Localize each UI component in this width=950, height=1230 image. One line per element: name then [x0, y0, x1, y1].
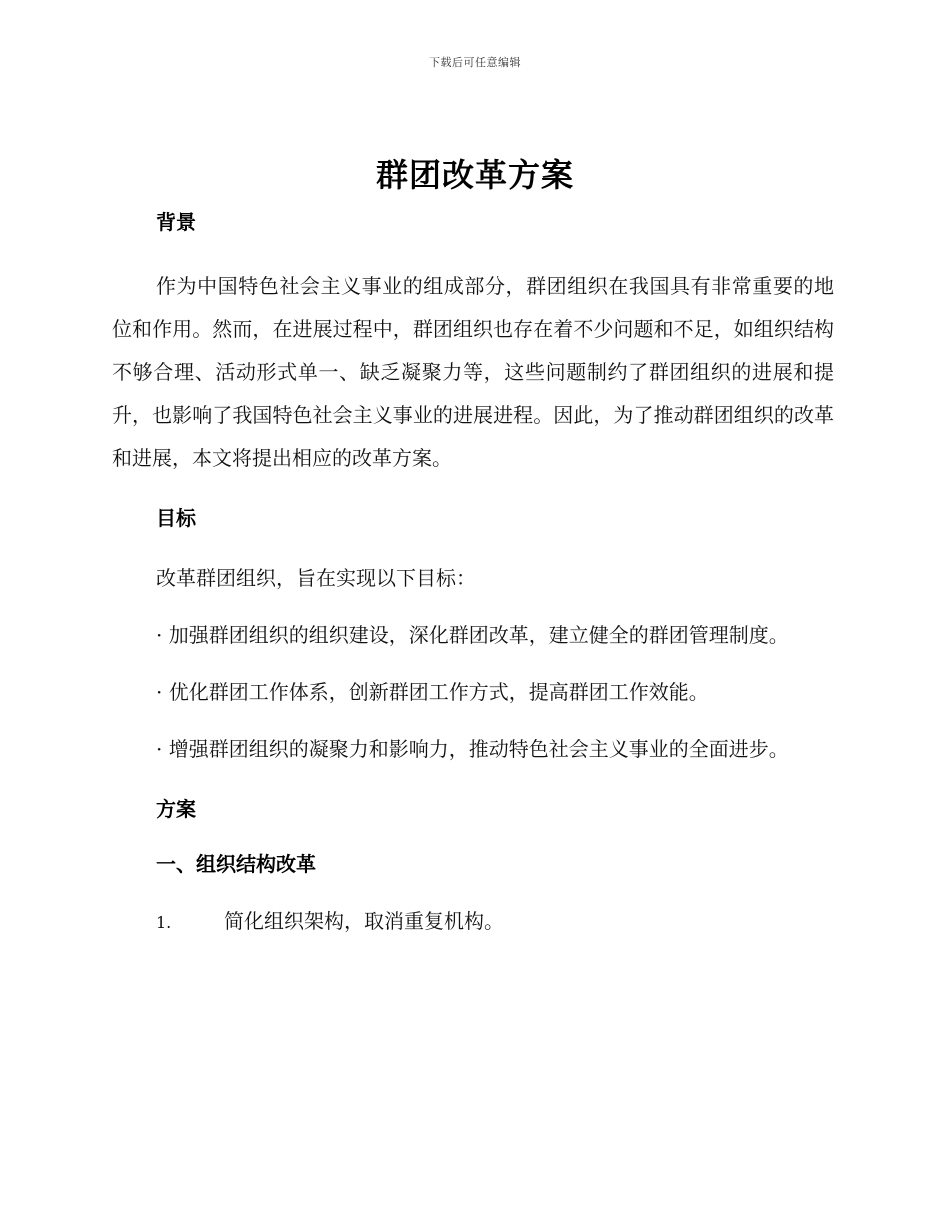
header-note: 下载后可任意编辑 — [429, 56, 521, 69]
plan-list-item — [112, 905, 834, 934]
background-paragraph: 作为中国特色社会主义事业的组成部分，群团组织在我国具有非常重要的地位和作用。然而，在进展过程中，群团组织也存在着不少问题和不足，如组织结构不够合理、活动形式单一、缺乏凝聚力等，这些问题制约了群团组织的进展和提升，也影响了我国特色社会主义事业的进展进程。因此，为了推动群团组织的改革和进展，本文将提出相应的改革方案。 — [112, 274, 834, 470]
goal-item: · 优化群团工作体系，创新群团工作方式，提高群团工作效能。 — [156, 680, 709, 704]
goal-item: · 增强群团组织的凝聚力和影响力，推动特色社会主义事业的全面进步。 — [156, 737, 789, 761]
goal-item: · 加强群团组织的组织建设，深化群团改革，建立健全的群团管理制度。 — [156, 623, 789, 647]
plan-subheading: 一、组织结构改革 — [156, 852, 316, 876]
document-title: 群团改革方案 — [375, 156, 574, 194]
goals-intro: 改革群团组织，旨在实现以下目标： — [156, 566, 476, 590]
list-item-number: 1. — [156, 913, 172, 932]
section-heading-plan: 方案 — [156, 797, 196, 821]
section-heading-goals: 目标 — [156, 506, 196, 530]
list-item-text: 简化组织架构，取消重复机构。 — [224, 909, 504, 933]
section-heading-background: 背景 — [156, 210, 196, 234]
document-body — [112, 202, 834, 934]
